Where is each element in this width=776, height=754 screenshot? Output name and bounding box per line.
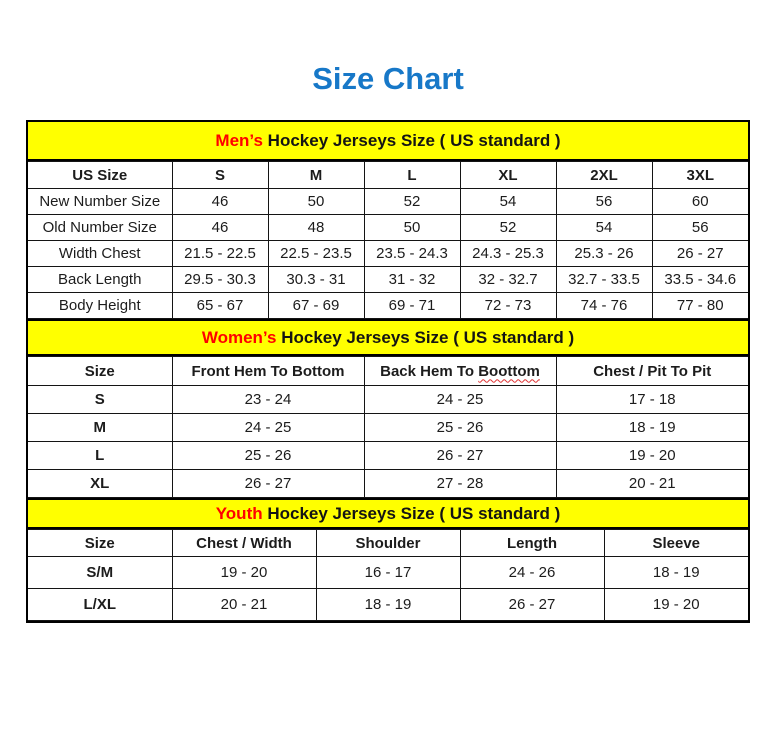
- cell-value: 32.7 - 33.5: [556, 267, 652, 293]
- column-header: Chest / Pit To Pit: [556, 357, 748, 386]
- cell-value: 33.5 - 34.6: [652, 267, 748, 293]
- column-header: Sleeve: [604, 530, 748, 557]
- cell-value: 16 - 17: [316, 557, 460, 589]
- cell-value: 46: [172, 189, 268, 215]
- cell-value: 20 - 21: [556, 470, 748, 498]
- header-row: [28, 162, 748, 189]
- table-row: [28, 189, 748, 215]
- size-chart-page: [0, 62, 776, 623]
- row-label: L: [28, 442, 172, 470]
- row-label: Width Chest: [28, 241, 172, 267]
- cell-value: 19 - 20: [556, 442, 748, 470]
- cell-value: 24.3 - 25.3: [460, 241, 556, 267]
- table-head: [28, 162, 748, 189]
- cell-value: 52: [364, 189, 460, 215]
- cell-value: 17 - 18: [556, 386, 748, 414]
- cell-value: 54: [460, 189, 556, 215]
- section-header-highlight: Men’s: [215, 130, 263, 150]
- cell-value: 19 - 20: [172, 557, 316, 589]
- cell-value: 72 - 73: [460, 293, 556, 319]
- section-header-youth: Youth Hockey Jerseys Size ( US standard ): [28, 498, 748, 529]
- column-header: L: [364, 162, 460, 189]
- table-row: [28, 589, 748, 621]
- row-label: New Number Size: [28, 189, 172, 215]
- section-header-womens: Women’s Hockey Jerseys Size ( US standard ): [28, 319, 748, 356]
- section-womens: [28, 319, 748, 498]
- page-title: Size Chart: [312, 61, 464, 96]
- column-header: Chest / Width: [172, 530, 316, 557]
- cell-value: 60: [652, 189, 748, 215]
- size-table-mens: [28, 161, 748, 319]
- size-table-womens: [28, 356, 748, 498]
- column-header: S: [172, 162, 268, 189]
- column-header: Shoulder: [316, 530, 460, 557]
- column-header: Back Hem To Boottom: [364, 357, 556, 386]
- cell-value: 27 - 28: [364, 470, 556, 498]
- cell-value: 50: [364, 215, 460, 241]
- table-head: [28, 530, 748, 557]
- section-header-highlight: Women’s: [201, 327, 277, 347]
- cell-value: 32 - 32.7: [460, 267, 556, 293]
- table-row: [28, 386, 748, 414]
- cell-value: 52: [460, 215, 556, 241]
- cell-value: 23.5 - 24.3: [364, 241, 460, 267]
- cell-value: 26 - 27: [460, 589, 604, 621]
- table-row: [28, 470, 748, 498]
- size-chart-tables: [26, 120, 750, 623]
- cell-value: 23 - 24: [172, 386, 364, 414]
- table-head: [28, 357, 748, 386]
- cell-value: 25 - 26: [364, 414, 556, 442]
- column-header: Front Hem To Bottom: [172, 357, 364, 386]
- table-row: [28, 414, 748, 442]
- cell-value: 18 - 19: [556, 414, 748, 442]
- table-row: [28, 241, 748, 267]
- cell-value: 21.5 - 22.5: [172, 241, 268, 267]
- section-mens: [28, 122, 748, 319]
- table-row: [28, 442, 748, 470]
- cell-value: 24 - 25: [364, 386, 556, 414]
- section-header-mens: Men’s Hockey Jerseys Size ( US standard ): [28, 122, 748, 161]
- cell-value: 24 - 25: [172, 414, 364, 442]
- row-label: XL: [28, 470, 172, 498]
- table-body: [28, 189, 748, 319]
- misspelled-word: Boottom: [478, 362, 540, 380]
- header-row: [28, 530, 748, 557]
- column-header: 3XL: [652, 162, 748, 189]
- cell-value: 26 - 27: [652, 241, 748, 267]
- row-label: L/XL: [28, 589, 172, 621]
- cell-value: 46: [172, 215, 268, 241]
- cell-value: 26 - 27: [364, 442, 556, 470]
- cell-value: 67 - 69: [268, 293, 364, 319]
- cell-value: 56: [556, 189, 652, 215]
- table-row: [28, 267, 748, 293]
- cell-value: 31 - 32: [364, 267, 460, 293]
- cell-value: 30.3 - 31: [268, 267, 364, 293]
- column-header: US Size: [28, 162, 172, 189]
- section-youth: [28, 498, 748, 621]
- row-label: S/M: [28, 557, 172, 589]
- cell-value: 25 - 26: [172, 442, 364, 470]
- table-row: [28, 293, 748, 319]
- cell-value: 18 - 19: [316, 589, 460, 621]
- cell-value: 19 - 20: [604, 589, 748, 621]
- table-body: [28, 557, 748, 621]
- size-table-youth: [28, 529, 748, 621]
- cell-value: 20 - 21: [172, 589, 316, 621]
- cell-value: 22.5 - 23.5: [268, 241, 364, 267]
- column-header: 2XL: [556, 162, 652, 189]
- cell-value: 56: [652, 215, 748, 241]
- row-label: M: [28, 414, 172, 442]
- cell-value: 74 - 76: [556, 293, 652, 319]
- cell-value: 24 - 26: [460, 557, 604, 589]
- table-body: [28, 386, 748, 498]
- row-label: Old Number Size: [28, 215, 172, 241]
- cell-value: 18 - 19: [604, 557, 748, 589]
- cell-value: 29.5 - 30.3: [172, 267, 268, 293]
- table-row: [28, 215, 748, 241]
- cell-value: 48: [268, 215, 364, 241]
- row-label: S: [28, 386, 172, 414]
- cell-value: 26 - 27: [172, 470, 364, 498]
- header-row: [28, 357, 748, 386]
- row-label: Back Length: [28, 267, 172, 293]
- column-header: Length: [460, 530, 604, 557]
- cell-value: 25.3 - 26: [556, 241, 652, 267]
- row-label: Body Height: [28, 293, 172, 319]
- cell-value: 54: [556, 215, 652, 241]
- cell-value: 50: [268, 189, 364, 215]
- column-header: Size: [28, 530, 172, 557]
- cell-value: 69 - 71: [364, 293, 460, 319]
- cell-value: 77 - 80: [652, 293, 748, 319]
- column-header: Size: [28, 357, 172, 386]
- section-header-highlight: Youth: [215, 503, 263, 523]
- column-header: M: [268, 162, 364, 189]
- table-row: [28, 557, 748, 589]
- cell-value: 65 - 67: [172, 293, 268, 319]
- column-header: XL: [460, 162, 556, 189]
